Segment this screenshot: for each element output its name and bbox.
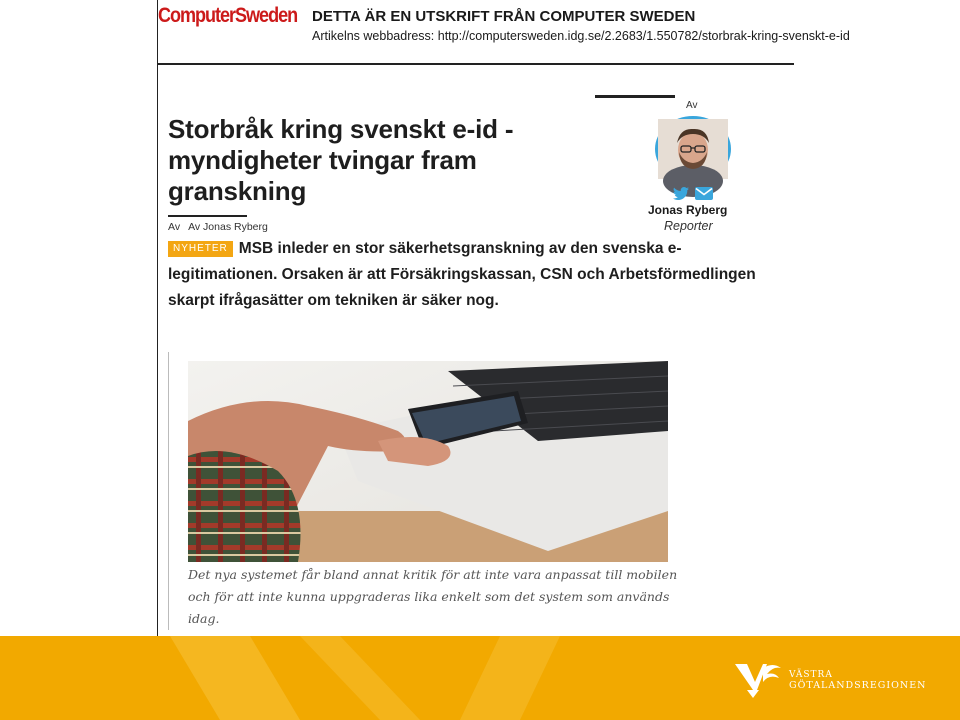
author-box-rule	[595, 95, 675, 98]
article-photo	[188, 361, 668, 562]
page-left-rule	[157, 0, 158, 636]
figure-rule	[168, 352, 169, 630]
photo-caption: Det nya systemet får bland annat kritik för att inte vara anpassat till mobilen och för att inte kunna uppgraderas lika enkelt som det system som används idag.	[188, 567, 678, 626]
article-lead	[168, 236, 788, 314]
author-role: Reporter	[664, 219, 713, 233]
vgr-logo-icon	[733, 660, 785, 705]
byline-rule	[168, 215, 247, 217]
byline-author: Av Jonas Ryberg	[188, 221, 268, 233]
author-by-label: Av	[686, 100, 698, 111]
printout-title: DETTA ÄR EN UTSKRIFT FRÅN COMPUTER SWEDEN	[312, 8, 696, 25]
article-url: Artikelns webbadress: http://computersweden.idg.se/2.2683/1.550782/storbrak-kring-svenskt-e-id	[312, 29, 850, 43]
section-tag[interactable]: NYHETER	[168, 241, 233, 257]
author-avatar	[655, 116, 731, 182]
org-name-line1: VÄSTRA	[789, 670, 833, 680]
article-byline	[168, 221, 268, 233]
org-name-line2: GÖTALANDSREGIONEN	[789, 680, 927, 691]
article-headline: Storbråk kring svenskt e-id - myndigheter tvingar fram granskning	[168, 114, 514, 206]
byline-prefix: Av	[168, 221, 181, 233]
author-name[interactable]: Jonas Ryberg	[648, 203, 728, 217]
header-divider	[158, 63, 794, 65]
lead-text: MSB inleder en stor säkerhetsgranskning av den svenska e-legitimationen. Orsaken är att Försäkringskassan, CSN och Arbetsförmedlingen skarpt ifrågasätter om tekniken är säker nog.	[168, 240, 756, 309]
computersweden-logo: ComputerSweden	[158, 4, 298, 27]
